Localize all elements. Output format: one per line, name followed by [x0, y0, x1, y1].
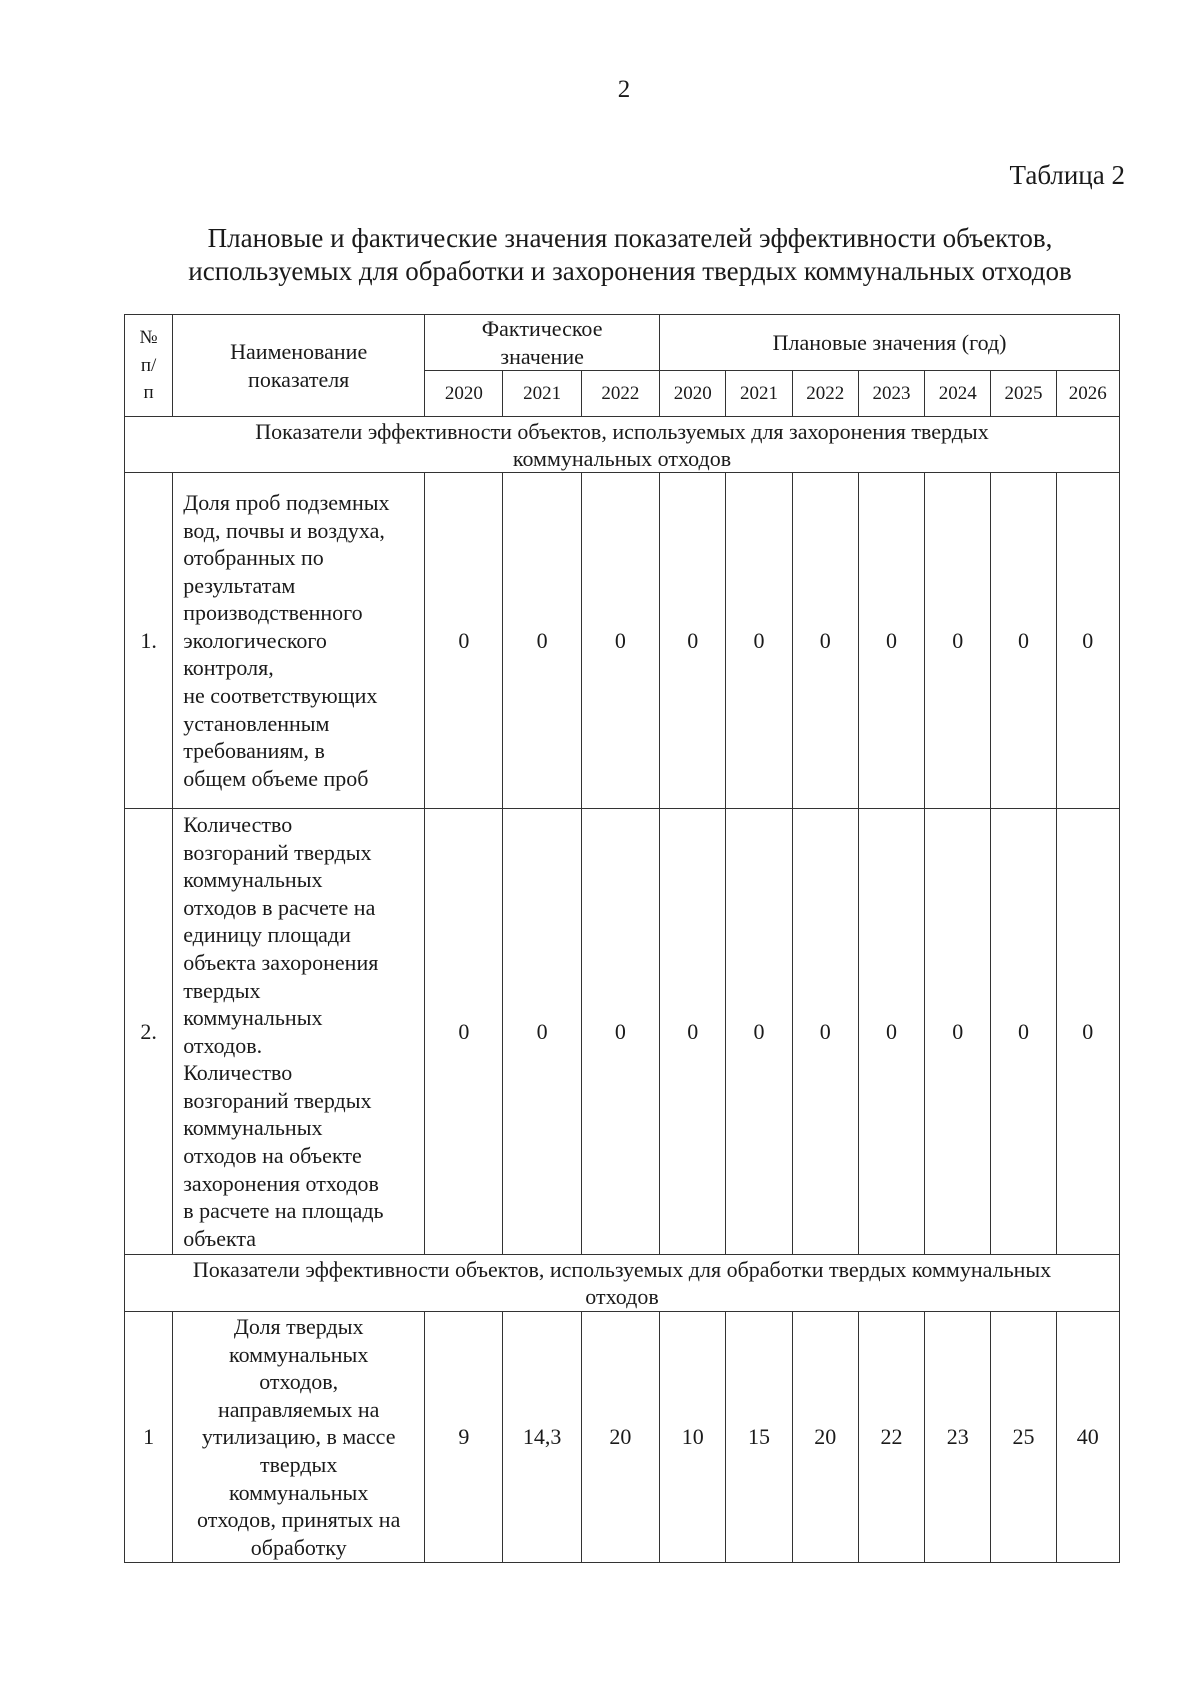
- value-cell: 0: [925, 809, 991, 1255]
- section-heading-line: Показатели эффективности объектов, используемых для захоронения твердых: [255, 418, 989, 444]
- value-cell: 15: [726, 1312, 792, 1563]
- value-cell: 0: [1056, 473, 1119, 809]
- section-row: [125, 417, 1120, 473]
- indicator-name-line: отходов на объекте: [183, 1143, 362, 1169]
- header-year: 2025: [991, 371, 1056, 417]
- value-cell: 14,3: [503, 1312, 581, 1563]
- section-heading-landfill: [125, 417, 1120, 473]
- value-cell: 10: [660, 1312, 726, 1563]
- indicator-name-line: в расчете на площадь: [183, 1198, 384, 1224]
- value-cell: 25: [991, 1312, 1056, 1563]
- table-row: [125, 809, 1120, 1255]
- indicator-name-line: коммунальных: [229, 1341, 369, 1367]
- document-title: [120, 222, 1140, 288]
- header-number: [125, 315, 173, 417]
- page-number: 2: [617, 76, 631, 103]
- value-cell: 0: [660, 809, 726, 1255]
- value-cell: 20: [581, 1312, 659, 1563]
- indicator-name-line: результатам: [183, 572, 296, 598]
- indicator-name-line: утилизацию, в массе: [201, 1424, 396, 1450]
- header-year: 2021: [503, 371, 581, 417]
- header-indicator-name: [173, 315, 425, 417]
- indicator-name-line: контроля,: [183, 655, 274, 681]
- section-heading-line: отходов: [585, 1284, 659, 1310]
- value-cell: 0: [1056, 809, 1119, 1255]
- value-cell: 0: [792, 473, 858, 809]
- indicator-name-line: твердых: [183, 977, 261, 1003]
- indicator-name: [173, 473, 425, 809]
- indicator-name-line: коммунальных: [183, 1005, 323, 1031]
- indicator-name-line: вод, почвы и воздуха,: [183, 517, 385, 543]
- row-number: 1: [125, 1312, 173, 1563]
- section-heading-line: коммунальных отходов: [512, 445, 732, 471]
- indicator-name-line: единицу площади: [183, 922, 351, 948]
- header-number-line: №: [139, 327, 158, 349]
- value-cell: 0: [726, 473, 792, 809]
- indicator-name-line: захоронения отходов: [183, 1170, 379, 1196]
- value-cell: 0: [991, 809, 1056, 1255]
- value-cell: 40: [1056, 1312, 1119, 1563]
- value-cell: 0: [581, 809, 659, 1255]
- indicator-name: [173, 1312, 425, 1563]
- header-row-top: [125, 315, 1120, 371]
- indicator-name-line: общем объеме проб: [183, 765, 369, 791]
- header-year: 2024: [925, 371, 991, 417]
- indicator-name-line: производственного: [183, 600, 363, 626]
- indicator-name-line: отходов в расчете на: [183, 894, 376, 920]
- title-line: Плановые и фактические значения показателей эффективности объектов,: [207, 223, 1053, 253]
- indicator-name-line: объекта захоронения: [183, 949, 379, 975]
- indicator-name-line: установленным: [183, 710, 330, 736]
- value-cell: 0: [991, 473, 1056, 809]
- indicator-name-line: отобранных по: [183, 545, 324, 571]
- table-row: [125, 1312, 1120, 1563]
- row-number: 1.: [125, 473, 173, 809]
- header-planned-values: Плановые значения (год): [660, 315, 1120, 371]
- section-row: [125, 1255, 1120, 1312]
- indicator-name-line: объекта: [183, 1225, 257, 1251]
- header-actual-value: [425, 315, 660, 371]
- indicator-name: [173, 809, 425, 1255]
- indicator-name-line: возгораний твердых: [183, 1087, 372, 1113]
- value-cell: 0: [503, 809, 581, 1255]
- indicator-name-line: отходов, принятых на: [197, 1507, 401, 1533]
- indicator-name-line: коммунальных: [183, 867, 323, 893]
- value-cell: 0: [858, 809, 924, 1255]
- indicator-name-line: требованиям, в: [183, 738, 325, 764]
- indicator-name-line: отходов.: [183, 1032, 263, 1058]
- indicators-table: [124, 314, 1120, 1563]
- value-cell: 0: [726, 809, 792, 1255]
- header-year: 2020: [660, 371, 726, 417]
- header-actual-line: значение: [500, 343, 584, 369]
- header-year: 2023: [858, 371, 924, 417]
- value-cell: 0: [581, 473, 659, 809]
- title-line: используемых для обработки и захоронения твердых коммунальных отходов: [188, 256, 1072, 286]
- indicator-name-line: твердых: [260, 1451, 338, 1477]
- header-year: 2020: [425, 371, 503, 417]
- value-cell: 20: [792, 1312, 858, 1563]
- header-year: 2026: [1056, 371, 1119, 417]
- value-cell: 0: [925, 473, 991, 809]
- indicator-name-line: Доля твердых: [233, 1314, 364, 1340]
- indicator-name-line: отходов,: [259, 1369, 339, 1395]
- value-cell: 0: [858, 473, 924, 809]
- value-cell: 9: [425, 1312, 503, 1563]
- section-heading-processing: [125, 1255, 1120, 1312]
- row-number: 2.: [125, 809, 173, 1255]
- section-heading-line: Показатели эффективности объектов, используемых для обработки твердых коммунальных: [192, 1257, 1052, 1283]
- value-cell: 0: [792, 809, 858, 1255]
- header-year: 2021: [726, 371, 792, 417]
- indicator-name-line: направляемых на: [217, 1396, 380, 1422]
- indicator-name-line: обработку: [250, 1534, 347, 1560]
- table-row: [125, 473, 1120, 809]
- header-year: 2022: [581, 371, 659, 417]
- value-cell: 0: [660, 473, 726, 809]
- indicator-name-line: Доля проб подземных: [183, 489, 390, 515]
- indicator-name-line: коммунальных: [229, 1479, 369, 1505]
- header-name-line: показателя: [248, 366, 350, 392]
- header-actual-line: Фактическое: [481, 316, 603, 341]
- value-cell: 0: [503, 473, 581, 809]
- header-number-line: п/: [140, 354, 157, 376]
- value-cell: 0: [425, 473, 503, 809]
- indicator-name-line: экологического: [183, 627, 327, 653]
- indicator-name-line: не соответствующих: [183, 683, 378, 709]
- table-label: Таблица 2: [1009, 160, 1125, 190]
- header-name-line: Наименование: [230, 339, 368, 364]
- indicator-name-line: возгораний твердых: [183, 839, 372, 865]
- indicator-name-line: Количество: [183, 1060, 293, 1086]
- value-cell: 0: [425, 809, 503, 1255]
- indicator-name-line: коммунальных: [183, 1115, 323, 1141]
- value-cell: 23: [925, 1312, 991, 1563]
- indicator-name-line: Количество: [183, 811, 293, 837]
- value-cell: 22: [858, 1312, 924, 1563]
- header-year: 2022: [792, 371, 858, 417]
- header-number-line: п: [143, 382, 154, 404]
